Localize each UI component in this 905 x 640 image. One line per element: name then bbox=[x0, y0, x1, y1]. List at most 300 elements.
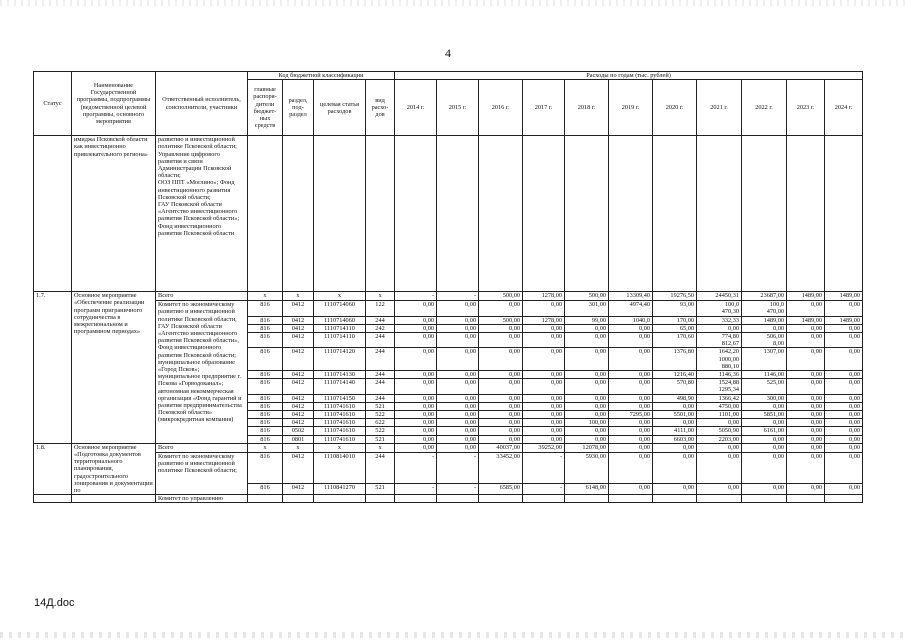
cell-value: 0,00 bbox=[742, 402, 787, 410]
cell-value: 500,00 bbox=[479, 292, 523, 301]
cell-value: 0,00 bbox=[742, 483, 787, 494]
cell-empty bbox=[437, 136, 479, 292]
cell-value: 100,0 470,30 bbox=[697, 301, 742, 316]
cell-code: х bbox=[248, 292, 283, 301]
cell-value: 0,00 bbox=[825, 483, 863, 494]
cell-value: 99,00 bbox=[565, 316, 609, 324]
scan-edge-bottom bbox=[0, 632, 905, 638]
cell-code: 244 bbox=[366, 333, 395, 348]
cell-value: 0,00 bbox=[479, 411, 523, 419]
cell-value: 0,00 bbox=[697, 324, 742, 332]
cell-value: - bbox=[395, 292, 437, 301]
cell-empty bbox=[314, 495, 366, 503]
cell-empty bbox=[697, 136, 742, 292]
cell-value: 1146,36 bbox=[697, 371, 742, 379]
cell-code: 1110714060 bbox=[314, 301, 366, 316]
cell-value: 1278,00 bbox=[523, 292, 565, 301]
cell-code: 0412 bbox=[283, 402, 314, 410]
cell-value: 0,00 bbox=[395, 316, 437, 324]
cell-value: - bbox=[437, 483, 479, 494]
header-year-5: 2019 г. bbox=[609, 80, 653, 136]
cell-value: 0,00 bbox=[787, 371, 825, 379]
cell-value: 0,00 bbox=[609, 419, 653, 427]
header-code-section: раздел, под-раздел bbox=[283, 80, 314, 136]
cell-code: 816 bbox=[248, 435, 283, 443]
header-year-1: 2015 г. bbox=[437, 80, 479, 136]
cell-status bbox=[34, 136, 72, 292]
cell-value: 0,00 bbox=[523, 371, 565, 379]
table-row-continued bbox=[34, 495, 863, 503]
cell-value: - bbox=[395, 483, 437, 494]
cell-empty bbox=[437, 495, 479, 503]
header-budget-code: Код бюджетной классификации bbox=[248, 72, 395, 80]
cell-value: 0,00 bbox=[697, 419, 742, 427]
cell-empty bbox=[366, 495, 395, 503]
table-row bbox=[34, 452, 863, 483]
cell-empty bbox=[523, 136, 565, 292]
cell-value: 0,00 bbox=[787, 435, 825, 443]
cell-value: 0,00 bbox=[825, 379, 863, 394]
cell-code: х bbox=[283, 443, 314, 452]
cell-code: 816 bbox=[248, 371, 283, 379]
cell-value: 0,00 bbox=[609, 394, 653, 402]
cell-value: 0,00 bbox=[565, 402, 609, 410]
cell-value: 1040,0 bbox=[609, 316, 653, 324]
cell-value: 0,00 bbox=[697, 483, 742, 494]
cell-empty bbox=[366, 136, 395, 292]
header-status: Статус bbox=[34, 72, 72, 136]
cell-value: 0,00 bbox=[479, 427, 523, 435]
cell-code: 1110714060 bbox=[314, 316, 366, 324]
cell-value: 5851,00 bbox=[742, 411, 787, 419]
cell-value: 0,00 bbox=[565, 427, 609, 435]
cell-value: - bbox=[437, 452, 479, 483]
cell-code: 816 bbox=[248, 348, 283, 371]
cell-value: 0,00 bbox=[825, 333, 863, 348]
cell-responsible: развитию и инвестиционной политике Псковской области; Управление цифрового развития и связи Администрации Псковской области; ООЗ ППТ «Моглино»; Фонд инвестиционного развития Псковской области; ГАУ Псковской области «Агентство инвестиционного развития Псковской области»; Фонд инвестиционного развития Псковской области bbox=[156, 136, 248, 292]
cell-value: 0,00 bbox=[825, 371, 863, 379]
cell-value: 0,00 bbox=[437, 419, 479, 427]
cell-value: 0,00 bbox=[787, 483, 825, 494]
cell-code: 0412 bbox=[283, 483, 314, 494]
cell-status: 1.8. bbox=[34, 443, 72, 494]
cell-code: 0412 bbox=[283, 324, 314, 332]
table-row-continuation bbox=[34, 136, 863, 292]
cell-empty bbox=[653, 495, 697, 503]
cell-value: 0,00 bbox=[609, 371, 653, 379]
cell-value: 6161,00 bbox=[742, 427, 787, 435]
cell-value: 0,00 bbox=[742, 452, 787, 483]
page-number: 4 bbox=[445, 46, 451, 60]
cell-empty bbox=[742, 136, 787, 292]
cell-value: 0,00 bbox=[653, 443, 697, 452]
cell-value: 0,00 bbox=[523, 379, 565, 394]
cell-value: 0,00 bbox=[787, 411, 825, 419]
cell-value: 0,00 bbox=[395, 371, 437, 379]
cell-value: 33452,00 bbox=[479, 452, 523, 483]
cell-value: 0,00 bbox=[825, 419, 863, 427]
cell-code: 1110714140 bbox=[314, 379, 366, 394]
cell-value: 0,00 bbox=[437, 324, 479, 332]
cell-value: 2203,00 bbox=[697, 435, 742, 443]
cell-code: 0412 bbox=[283, 348, 314, 371]
cell-value: 0,00 bbox=[437, 301, 479, 316]
cell-value: 0,00 bbox=[565, 411, 609, 419]
cell-value: 0,00 bbox=[395, 402, 437, 410]
cell-value: 301,00 bbox=[565, 301, 609, 316]
cell-value: - bbox=[523, 483, 565, 494]
cell-empty bbox=[395, 495, 437, 503]
cell-code: 1110741610 bbox=[314, 411, 366, 419]
cell-value: 100,00 bbox=[565, 419, 609, 427]
cell-value: 0,00 bbox=[395, 333, 437, 348]
cell-value: 5501,00 bbox=[653, 411, 697, 419]
cell-code: 816 bbox=[248, 316, 283, 324]
cell-value: 500,00 bbox=[479, 316, 523, 324]
header-expenses: Расходы по годам (тыс. рублей) bbox=[395, 72, 863, 80]
cell-value: 0,00 bbox=[395, 379, 437, 394]
cell-value: 0,00 bbox=[479, 348, 523, 371]
cell-value: 0,00 bbox=[787, 402, 825, 410]
cell-empty bbox=[565, 136, 609, 292]
cell-value: 1366,42 bbox=[697, 394, 742, 402]
cell-empty bbox=[609, 495, 653, 503]
cell-code: 1110714130 bbox=[314, 371, 366, 379]
cell-code: 522 bbox=[366, 411, 395, 419]
cell-value: 0,00 bbox=[437, 379, 479, 394]
cell-code: 0412 bbox=[283, 419, 314, 427]
cell-value: 5050,90 bbox=[697, 427, 742, 435]
cell-empty bbox=[248, 495, 283, 503]
cell-responsible-next: Комитет по управлению bbox=[156, 495, 248, 503]
cell-code: 816 bbox=[248, 427, 283, 435]
cell-value: 0,00 bbox=[479, 419, 523, 427]
cell-code: 0801 bbox=[283, 435, 314, 443]
cell-responsible: Комитет по экономическому развитию и инвестиционной политике Псковской области; bbox=[156, 452, 248, 494]
cell-total-label: Всего bbox=[156, 292, 248, 301]
cell-value: 0,00 bbox=[653, 452, 697, 483]
header-code-target: целевая статья расходов bbox=[314, 80, 366, 136]
cell-code: 816 bbox=[248, 324, 283, 332]
cell-value: 0,00 bbox=[523, 419, 565, 427]
cell-value: 0,00 bbox=[609, 435, 653, 443]
cell-value: 1642,20 1000,00 880,10 bbox=[697, 348, 742, 371]
cell-value: 570,80 bbox=[653, 379, 697, 394]
cell-value: 0,00 bbox=[609, 324, 653, 332]
cell-value: 0,00 bbox=[395, 411, 437, 419]
cell-value: 23687,00 bbox=[742, 292, 787, 301]
table-body bbox=[34, 136, 863, 503]
header-year-8: 2022 г. bbox=[742, 80, 787, 136]
cell-value: 0,00 bbox=[523, 427, 565, 435]
cell-name: имиджа Псковской области как инвестиционно привлекательного региона» bbox=[72, 136, 156, 292]
cell-code: 244 bbox=[366, 452, 395, 483]
header-year-2: 2016 г. bbox=[479, 80, 523, 136]
cell-code: 244 bbox=[366, 316, 395, 324]
cell-value: 0,00 bbox=[742, 435, 787, 443]
cell-code: х bbox=[366, 443, 395, 452]
cell-value: 0,00 bbox=[523, 324, 565, 332]
budget-table bbox=[33, 71, 863, 503]
cell-empty bbox=[314, 136, 366, 292]
cell-code: 0412 bbox=[283, 394, 314, 402]
cell-value: 0,00 bbox=[395, 435, 437, 443]
cell-value: - bbox=[437, 292, 479, 301]
cell-value: 0,00 bbox=[395, 324, 437, 332]
cell-value: 0,00 bbox=[697, 443, 742, 452]
cell-code: 816 bbox=[248, 452, 283, 483]
cell-empty bbox=[283, 136, 314, 292]
header-name: Наименование Государственной программы, подпрограммы (ведомственной целевой программы, основного мероприятия bbox=[72, 72, 156, 136]
cell-value: 0,00 bbox=[479, 394, 523, 402]
cell-value: 0,00 bbox=[395, 301, 437, 316]
cell-value: 170,00 bbox=[653, 316, 697, 324]
cell-value: 774,80 812,67 bbox=[697, 333, 742, 348]
cell-value: 1376,80 bbox=[653, 348, 697, 371]
cell-empty bbox=[787, 495, 825, 503]
cell-code: 816 bbox=[248, 333, 283, 348]
cell-value: 0,00 bbox=[787, 379, 825, 394]
cell-value: 500,00 bbox=[565, 292, 609, 301]
header-code-main: главные распоря-дители бюджет-ных средств bbox=[248, 80, 283, 136]
cell-value: - bbox=[395, 452, 437, 483]
cell-code: 1110714150 bbox=[314, 394, 366, 402]
cell-value: 0,00 bbox=[395, 419, 437, 427]
cell-code: 816 bbox=[248, 301, 283, 316]
table-row-total bbox=[34, 443, 863, 452]
cell-value: 0,00 bbox=[437, 394, 479, 402]
cell-value: 0,00 bbox=[825, 443, 863, 452]
cell-value: 13309,40 bbox=[609, 292, 653, 301]
cell-code: 242 bbox=[366, 324, 395, 332]
cell-value: 0,00 bbox=[787, 452, 825, 483]
cell-code: х bbox=[366, 292, 395, 301]
cell-value: 12078,00 bbox=[565, 443, 609, 452]
cell-name: Основное мероприятие «Обеспечение реализации программ приграничного сотрудничества в межрегиональном и программном периодах» bbox=[72, 292, 156, 444]
cell-value: 498,90 bbox=[653, 394, 697, 402]
cell-code: 0412 bbox=[283, 301, 314, 316]
cell-status: 1.7. bbox=[34, 292, 72, 444]
cell-empty bbox=[283, 495, 314, 503]
cell-empty bbox=[523, 495, 565, 503]
cell-value: 0,00 bbox=[653, 419, 697, 427]
cell-value: 1307,00 bbox=[742, 348, 787, 371]
cell-value: 7295,00 bbox=[609, 411, 653, 419]
cell-value: 0,00 bbox=[787, 301, 825, 316]
cell-empty bbox=[742, 495, 787, 503]
cell-value: 0,00 bbox=[479, 379, 523, 394]
cell-code: 816 bbox=[248, 483, 283, 494]
table-header bbox=[34, 72, 863, 136]
cell-code: 1110714110 bbox=[314, 324, 366, 332]
cell-code: 816 bbox=[248, 394, 283, 402]
cell-value: 0,00 bbox=[479, 301, 523, 316]
cell-value: 100,0 470,00 bbox=[742, 301, 787, 316]
cell-code: 521 bbox=[366, 483, 395, 494]
cell-code: 1110841270 bbox=[314, 483, 366, 494]
cell-value: 0,00 bbox=[609, 402, 653, 410]
cell-value: 0,00 bbox=[565, 394, 609, 402]
cell-value: 0,00 bbox=[437, 427, 479, 435]
header-year-9: 2023 г. bbox=[787, 80, 825, 136]
cell-code: 1110714110 bbox=[314, 333, 366, 348]
header-year-4: 2018 г. bbox=[565, 80, 609, 136]
cell-code: 0412 bbox=[283, 316, 314, 324]
cell-code: 244 bbox=[366, 379, 395, 394]
cell-value: 4750,00 bbox=[697, 402, 742, 410]
cell-code: 522 bbox=[366, 427, 395, 435]
scan-edge-top bbox=[0, 0, 905, 6]
cell-code: 1110741610 bbox=[314, 419, 366, 427]
cell-value: 0,00 bbox=[565, 379, 609, 394]
cell-value: 1489,00 bbox=[825, 316, 863, 324]
cell-value: 0,00 bbox=[787, 394, 825, 402]
cell-value: 4974,40 bbox=[609, 301, 653, 316]
cell-value: 0,00 bbox=[787, 333, 825, 348]
cell-code: 244 bbox=[366, 371, 395, 379]
cell-code: 0412 bbox=[283, 379, 314, 394]
cell-value: 0,00 bbox=[825, 402, 863, 410]
cell-value: 4111,00 bbox=[653, 427, 697, 435]
header-year-3: 2017 г. bbox=[523, 80, 565, 136]
cell-code: 816 bbox=[248, 379, 283, 394]
cell-value: 40037,00 bbox=[479, 443, 523, 452]
cell-code: 622 bbox=[366, 419, 395, 427]
cell-value: 506,00 8,00 bbox=[742, 333, 787, 348]
cell-value: 0,00 bbox=[437, 435, 479, 443]
cell-value: 0,00 bbox=[565, 371, 609, 379]
table-row-total bbox=[34, 292, 863, 301]
cell-value: 6603,00 bbox=[653, 435, 697, 443]
cell-value: 0,00 bbox=[479, 402, 523, 410]
cell-code: 244 bbox=[366, 394, 395, 402]
cell-value: - bbox=[523, 452, 565, 483]
cell-value: 0,00 bbox=[565, 435, 609, 443]
cell-name bbox=[72, 495, 156, 503]
cell-value: 0,00 bbox=[742, 324, 787, 332]
cell-value: 0,00 bbox=[479, 371, 523, 379]
cell-value: 0,00 bbox=[609, 427, 653, 435]
cell-code: х bbox=[314, 443, 366, 452]
cell-code: 816 bbox=[248, 411, 283, 419]
cell-value: 1489,00 bbox=[742, 316, 787, 324]
cell-value: 5930,00 bbox=[565, 452, 609, 483]
header-code-kind: вид расхо-дов bbox=[366, 80, 395, 136]
cell-code: 1110741610 bbox=[314, 427, 366, 435]
cell-value: 0,00 bbox=[787, 348, 825, 371]
cell-code: х bbox=[314, 292, 366, 301]
cell-value: 1524,88 1295,34 bbox=[697, 379, 742, 394]
cell-value: 0,00 bbox=[787, 443, 825, 452]
cell-code: 816 bbox=[248, 419, 283, 427]
cell-value: 0,00 bbox=[437, 316, 479, 324]
header-responsible: Ответственный исполнитель, соисполнители, участники bbox=[156, 72, 248, 136]
cell-status bbox=[34, 495, 72, 503]
cell-value: 0,00 bbox=[653, 402, 697, 410]
cell-value: 0,00 bbox=[825, 348, 863, 371]
cell-empty bbox=[395, 136, 437, 292]
cell-value: 0,00 bbox=[523, 348, 565, 371]
cell-code: 1110814010 bbox=[314, 452, 366, 483]
cell-value: 0,00 bbox=[523, 301, 565, 316]
cell-empty bbox=[787, 136, 825, 292]
cell-responsible: Комитет по экономическому развитию и инвестиционной политике Псковской области, ГАУ Псковской области «Агентство инвестиционного развития Псковской области», Фонд инвестиционного развития Псковской области; муниципальное образование «Город Псков»; муниципальное предприятие г. Пскова «Горводоканал»; автономная некоммерческая организация «Фонд гарантий и развития предпринимательства Псковской области» (микрокредитная компания) bbox=[156, 301, 248, 444]
cell-empty bbox=[697, 495, 742, 503]
cell-empty bbox=[479, 495, 523, 503]
cell-value: 0,00 bbox=[787, 427, 825, 435]
cell-code: 0412 bbox=[283, 333, 314, 348]
cell-code: 0412 bbox=[283, 411, 314, 419]
header-year-6: 2020 г. bbox=[653, 80, 697, 136]
footer-filename: 14Д.doc bbox=[34, 597, 75, 609]
cell-value: 0,00 bbox=[565, 333, 609, 348]
cell-value: 0,00 bbox=[787, 324, 825, 332]
cell-value: 24450,31 bbox=[697, 292, 742, 301]
cell-value: 0,00 bbox=[523, 402, 565, 410]
header-year-10: 2024 г. bbox=[825, 80, 863, 136]
cell-value: 0,00 bbox=[523, 411, 565, 419]
cell-value: 0,00 bbox=[609, 333, 653, 348]
cell-code: 244 bbox=[366, 348, 395, 371]
cell-value: 0,00 bbox=[697, 452, 742, 483]
cell-value: 0,00 bbox=[609, 348, 653, 371]
cell-code: 0502 bbox=[283, 427, 314, 435]
header-year-0: 2014 г. bbox=[395, 80, 437, 136]
cell-value: 0,00 bbox=[395, 348, 437, 371]
cell-value: 170,60 bbox=[653, 333, 697, 348]
cell-empty bbox=[609, 136, 653, 292]
table-row bbox=[34, 301, 863, 316]
cell-value: 0,00 bbox=[787, 419, 825, 427]
cell-value: 1489,00 bbox=[787, 292, 825, 301]
cell-value: 1146,00 bbox=[742, 371, 787, 379]
cell-empty bbox=[825, 136, 863, 292]
cell-value: 525,00 bbox=[742, 379, 787, 394]
cell-value: 332,33 bbox=[697, 316, 742, 324]
cell-code: 1110741610 bbox=[314, 435, 366, 443]
cell-value: 19276,50 bbox=[653, 292, 697, 301]
cell-value: 0,00 bbox=[437, 371, 479, 379]
cell-value: 0,00 bbox=[825, 394, 863, 402]
cell-value: 1278,00 bbox=[523, 316, 565, 324]
cell-empty bbox=[653, 136, 697, 292]
cell-empty bbox=[248, 136, 283, 292]
cell-total-label: Всего bbox=[156, 443, 248, 452]
cell-code: 0412 bbox=[283, 452, 314, 483]
cell-value: 0,00 bbox=[437, 443, 479, 452]
cell-code: 816 bbox=[248, 402, 283, 410]
cell-value: 1489,00 bbox=[825, 292, 863, 301]
cell-value: 300,00 bbox=[742, 394, 787, 402]
cell-value: 0,00 bbox=[437, 402, 479, 410]
cell-value: 0,00 bbox=[437, 348, 479, 371]
cell-value: 0,00 bbox=[479, 333, 523, 348]
cell-code: 122 bbox=[366, 301, 395, 316]
cell-value: 0,00 bbox=[609, 379, 653, 394]
cell-code: 521 bbox=[366, 402, 395, 410]
cell-value: 0,00 bbox=[825, 435, 863, 443]
cell-value: 0,00 bbox=[395, 427, 437, 435]
cell-value: 0,00 bbox=[742, 419, 787, 427]
cell-name: Основное мероприятие «Подготовка документов территориального планирования, градостроительного зонирования и документации по bbox=[72, 443, 156, 494]
header-year-7: 2021 г. bbox=[697, 80, 742, 136]
cell-value: 0,00 bbox=[825, 301, 863, 316]
cell-value: 0,00 bbox=[565, 348, 609, 371]
cell-value: 6148,00 bbox=[565, 483, 609, 494]
cell-code: 0412 bbox=[283, 371, 314, 379]
cell-value: 93,00 bbox=[653, 301, 697, 316]
cell-value: 6585,00 bbox=[479, 483, 523, 494]
